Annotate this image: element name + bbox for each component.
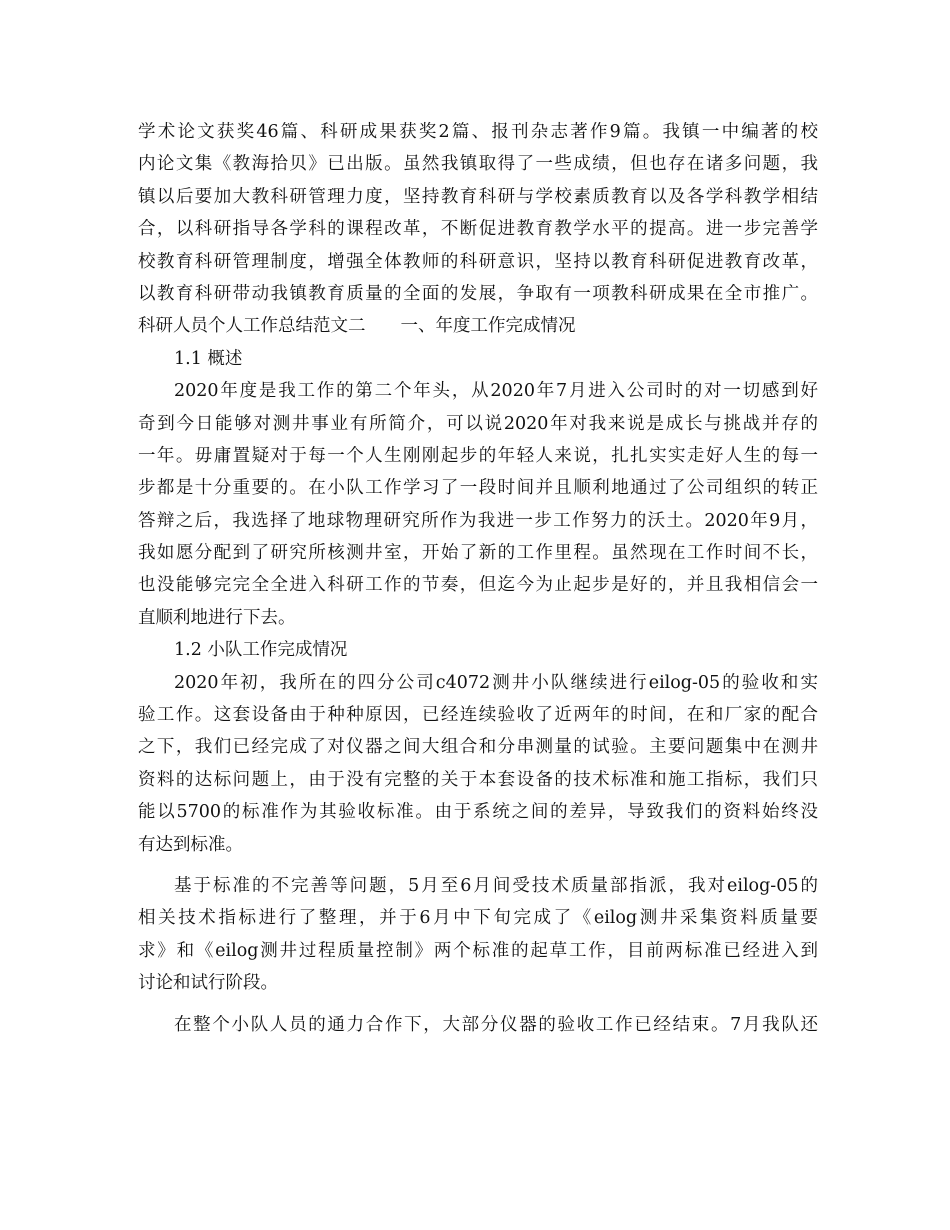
text-line: 2020年度是我工作的第二个年头，从2020年7月进入公司时的对一切感到好 [174,381,818,402]
text-line: 资料的达标问题上，由于没有完整的关于本套设备的技术标准和施工指标，我们只 [138,769,818,790]
text-line: 讨论和试行阶段。 [138,973,278,994]
text-line: 内论文集《教海拾贝》已出版。虽然我镇取得了一些成绩，但也存在诸多问题，我 [138,154,818,175]
section-heading: 科研人员个人工作总结范文二 一、年度工作完成情况 [138,316,576,337]
subsection-title: 1.2 小队工作完成情况 [174,640,348,661]
text-line: 校教育科研管理制度，增强全体教师的科研意识，坚持以教育科研促进教育改革， [138,251,818,272]
document-body [138,116,818,1041]
text-line: 学术论文获奖46篇、科研成果获奖2篇、报刊杂志著作9篇。我镇一中编著的校 [138,122,818,142]
text-line: 我如愿分配到了研究所核测井室，开始了新的工作里程。虽然现在工作时间不长， [138,543,818,564]
paragraph [138,375,818,634]
text-line: 也没能够完完全全进入科研工作的节奏，但迄今为止起步是好的，并且我相信会一 [138,575,818,596]
paragraph [138,667,818,861]
text-line: 以教育科研带动我镇教育质量的全面的发展，争取有一项教科研成果在全市推广。 [138,283,818,304]
text-line: 在整个小队人员的通力合作下，大部分仪器的验收工作已经结束。7月我队还 [174,1014,818,1035]
text-line: 有达到标准。 [138,834,243,855]
text-line: 基于标准的不完善等问题，5月至6月间受技术质量部指派，我对eilog-05的 [174,875,818,896]
paragraph [138,870,818,1000]
text-line: 相关技术指标进行了整理，并于6月中下旬完成了《eilog测井采集资料质量要 [138,908,818,929]
paragraph [138,116,818,310]
subsection-title: 1.1 概述 [174,348,243,369]
paragraph [138,1009,818,1041]
text-line: 答辩之后，我选择了地球物理研究所作为我进一步工作努力的沃土。2020年9月， [138,510,818,531]
text-line: 一年。毋庸置疑对于每一个人生刚刚起步的年轻人来说，扎扎实实走好人生的每一 [138,445,818,466]
text-line: 步都是十分重要的。在小队工作学习了一段时间并且顺利地通过了公司组织的转正 [138,478,818,499]
text-line: 2020年初，我所在的四分公司c4072测井小队继续进行eilog-05的验收和实 [174,672,818,693]
text-line: 镇以后要加大教科研管理力度，坚持教育科研与学校素质教育以及各学科教学相结 [138,186,818,207]
text-line: 求》和《eilog测井过程质量控制》两个标准的起草工作，目前两标准已经进入到 [138,940,818,961]
text-line: 合，以科研指导各学科的课程改革，不断促进教育教学水平的提高。进一步完善学 [138,219,818,240]
text-line: 直顺利地进行下去。 [138,607,296,628]
text-line: 之下，我们已经完成了对仪器之间大组合和分串测量的试验。主要问题集中在测井 [138,737,818,758]
text-line: 能以5700的标准作为其验收标准。由于系统之间的差异，导致我们的资料始终没 [138,802,818,823]
text-line: 验工作。这套设备由于种种原因，已经连续验收了近两年的时间，在和厂家的配合 [138,705,818,726]
text-line: 奇到今日能够对测井事业有所简介，可以说2020年对我来说是成长与挑战并存的 [138,413,818,434]
